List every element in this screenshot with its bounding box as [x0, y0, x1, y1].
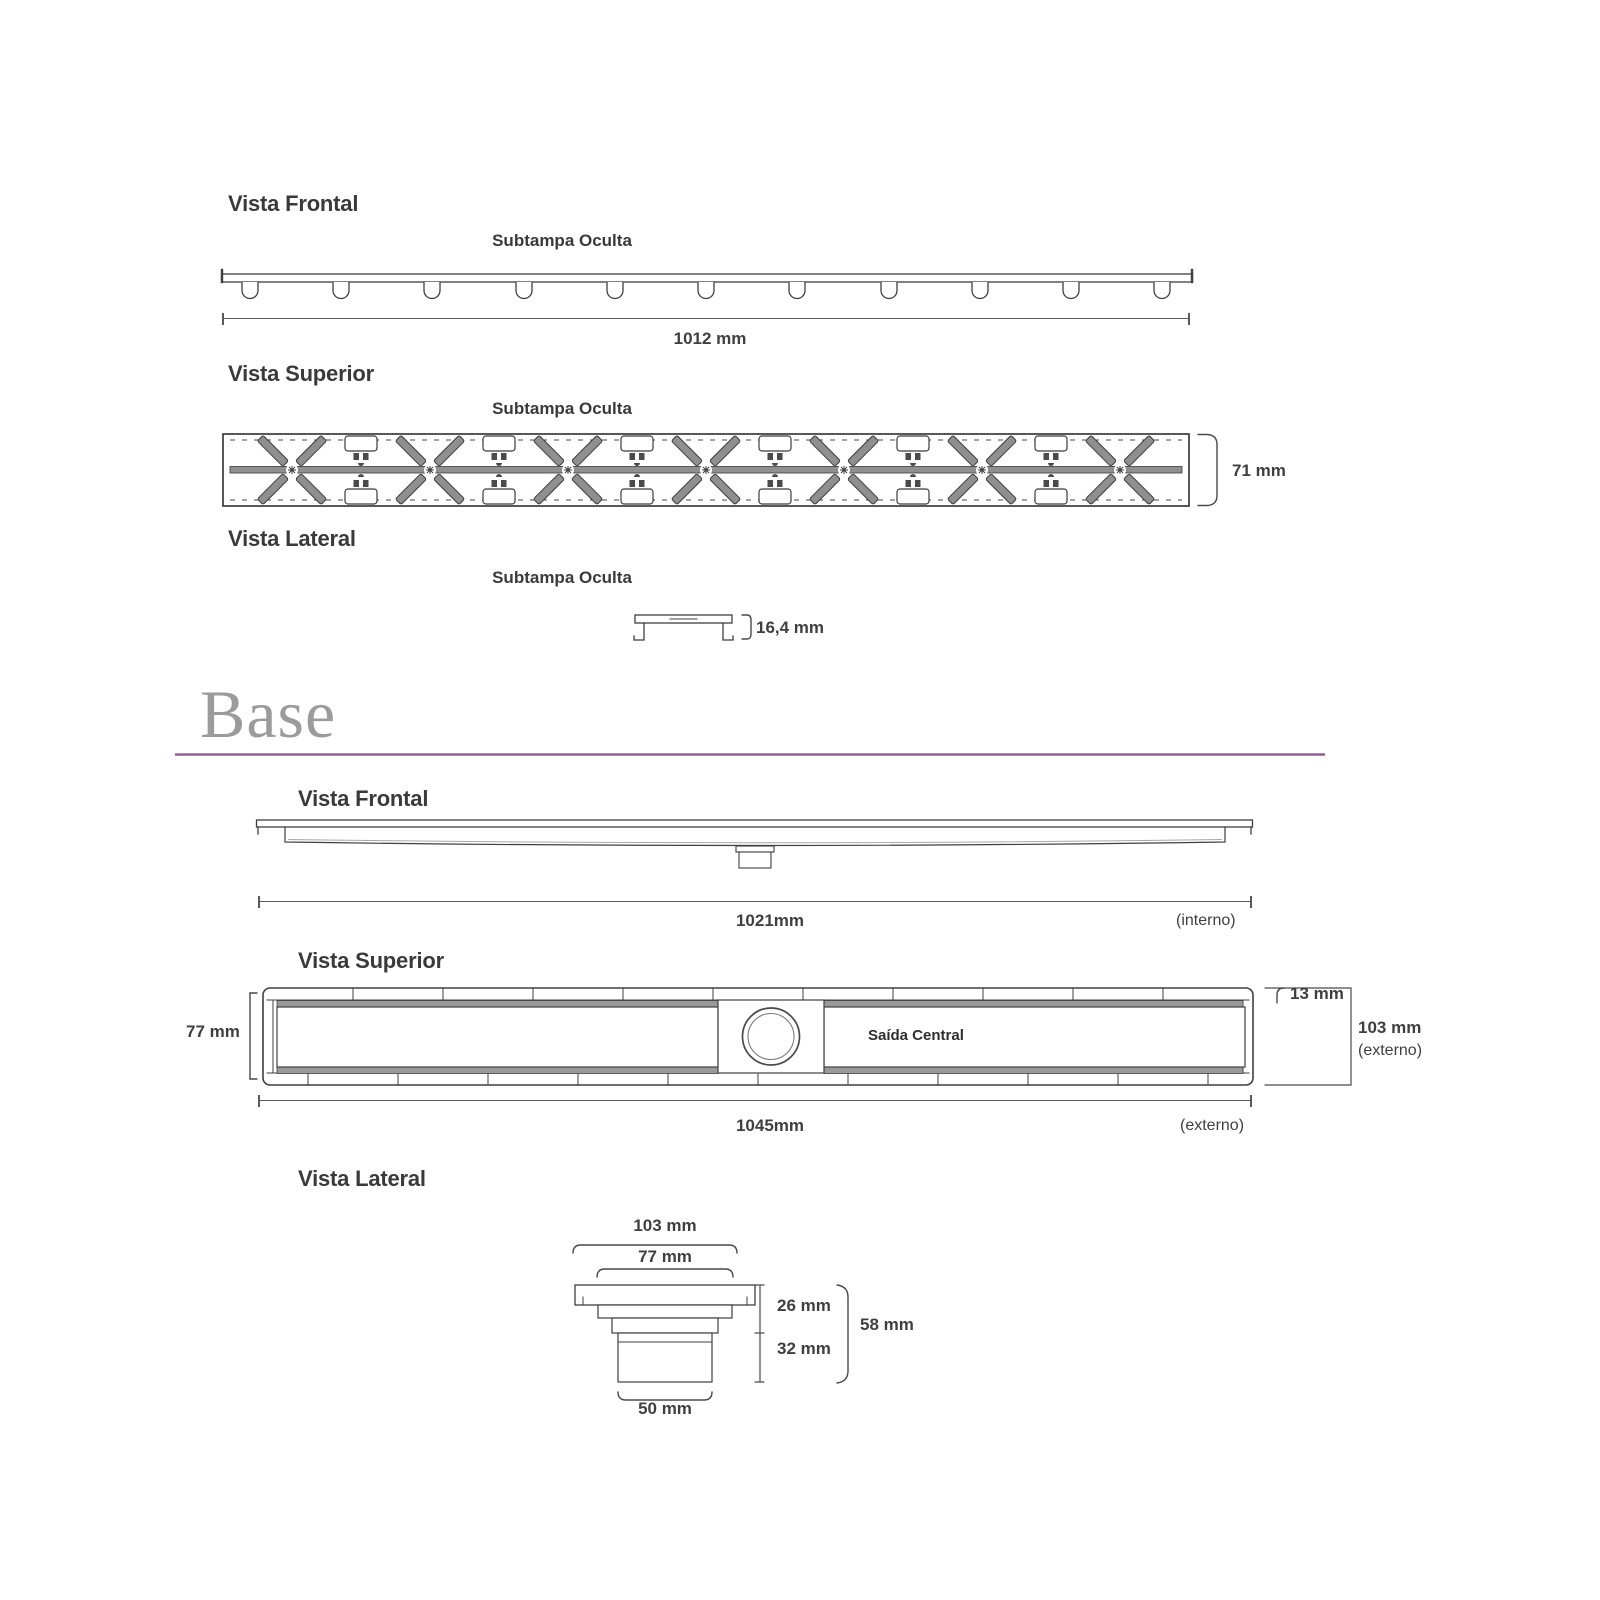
base-border-dimension: 13 mm [1290, 984, 1344, 1003]
section-divider-line [175, 753, 1325, 756]
subtampa-frontal-drawing [220, 269, 1195, 305]
base-outer-length-dimension-line [258, 1100, 1252, 1101]
subtampa-lateral-drawing [630, 606, 760, 650]
central-outlet-label: Saída Central [868, 1027, 964, 1044]
base-outer-length-dimension: 1045mm [735, 1116, 805, 1135]
base-inner-width-dimension: 77 mm [186, 1022, 240, 1041]
subtampa-frontal-heading: Vista Frontal [228, 191, 359, 216]
outlet-total-height-dimension: 58 mm [860, 1315, 914, 1334]
outlet-flange-dimension: 103 mm [633, 1216, 697, 1235]
base-superior-heading: Vista Superior [298, 948, 444, 973]
subtampa-length-dimension: 1012 mm [673, 329, 747, 348]
base-inner-length-dimension-line [258, 901, 1252, 902]
base-frontal-heading: Vista Frontal [298, 786, 429, 811]
subtampa-width-bracket [1196, 433, 1222, 507]
base-outer-width-note: (externo) [1358, 1042, 1423, 1059]
outlet-upper-height-dimension: 26 mm [777, 1296, 831, 1315]
base-outer-length-note: (externo) [1180, 1117, 1245, 1134]
base-lateral-drawing [555, 1238, 865, 1408]
outlet-inner-dimension: 77 mm [638, 1247, 692, 1266]
base-superior-drawing [243, 973, 1358, 1095]
subtampa-superior-label: Subtampa Oculta [492, 399, 632, 418]
outlet-lower-height-dimension: 32 mm [777, 1339, 831, 1358]
subtampa-lateral-heading: Vista Lateral [228, 526, 356, 551]
subtampa-width-dimension: 71 mm [1232, 461, 1286, 480]
base-lateral-heading: Vista Lateral [298, 1166, 426, 1191]
base-inner-length-dimension: 1021mm [735, 911, 805, 930]
subtampa-height-dimension: 16,4 mm [756, 618, 825, 637]
subtampa-length-dimension-line [222, 318, 1190, 319]
outlet-pipe-dimension: 50 mm [638, 1399, 692, 1418]
base-outer-width-dimension: 103 mm [1358, 1018, 1422, 1037]
base-inner-length-note: (interno) [1176, 912, 1236, 929]
base-section-title: Base [200, 676, 337, 752]
subtampa-lateral-label: Subtampa Oculta [492, 568, 632, 587]
subtampa-superior-heading: Vista Superior [228, 361, 374, 386]
base-frontal-drawing [255, 815, 1255, 879]
subtampa-frontal-label: Subtampa Oculta [492, 231, 632, 250]
subtampa-superior-drawing [222, 433, 1190, 507]
